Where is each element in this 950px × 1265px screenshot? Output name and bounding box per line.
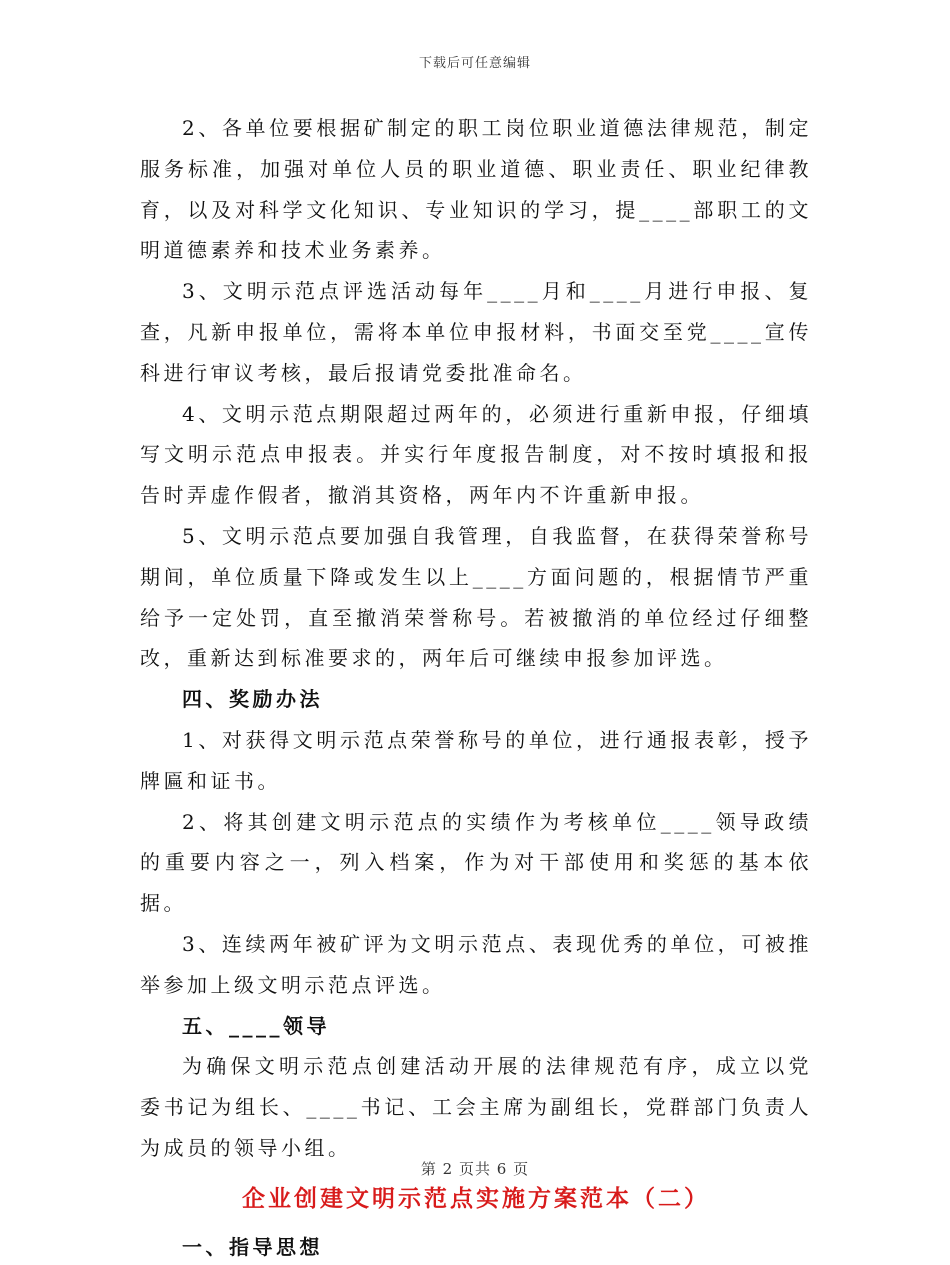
document-title: 企业创建文明示范点实施方案范本（二）: [242, 1184, 710, 1212]
page-footer: 第 2 页共 6 页: [420, 1160, 530, 1178]
leadership-paragraph: 为确保文明示范点创建活动开展的法律规范有序，成立以党委书记为组长、____书记、工会主席为副组长，党群部门负责人为成员的领导小组。: [140, 1054, 812, 1160]
section-heading-leadership: 五、____领导: [182, 1013, 330, 1038]
page-header: 下载后可任意编辑: [418, 56, 531, 71]
section-heading-rewards: 四、奖励办法: [182, 687, 323, 712]
reward-item-2: 2、将其创建文明示范点的实绩作为考核单位____领导政绩的重要内容之一，列入档案，作为对干部使用和奖惩的基本依据。: [140, 809, 812, 916]
reward-item-1: 1、对获得文明示范点荣誉称号的单位，进行通报表彰，授予牌匾和证书。: [140, 727, 812, 793]
paragraph-item-4: 4、文明示范点期限超过两年的，必须进行重新申报，仔细填写文明示范点申报表。并实行年度报告制度，对不按时填报和报告时弄虚作假者，撤消其资格，两年内不许重新申报。: [140, 401, 812, 508]
reward-item-3: 3、连续两年被矿评为文明示范点、表现优秀的单位，可被推举参加上级文明示范点评选。: [140, 931, 812, 997]
document-body: [140, 108, 812, 1265]
paragraph-item-3: 3、文明示范点评选活动每年____月和____月进行申报、复查，凡新申报单位，需将本单位申报材料，书面交至党____宣传科进行审议考核，最后报请党委批准命名。: [140, 279, 812, 385]
paragraph-item-2: 2、各单位要根据矿制定的职工岗位职业道德法律规范，制定服务标准，加强对单位人员的职业道德、职业责任、职业纪律教育，以及对科学文化知识、专业知识的学习，提____部职工的文明道德素养和技术业务素养。: [140, 116, 812, 263]
paragraph-item-5: 5、文明示范点要加强自我管理，自我监督，在获得荣誉称号期间，单位质量下降或发生以上____方面问题的，根据情节严重给予一定处罚，直至撤消荣誉称号。若被撤消的单位经过仔细整改，重新达到标准要求的，两年后可继续申报参加评选。: [140, 523, 812, 671]
section-heading-guiding-ideology: 一、指导思想: [182, 1234, 323, 1259]
